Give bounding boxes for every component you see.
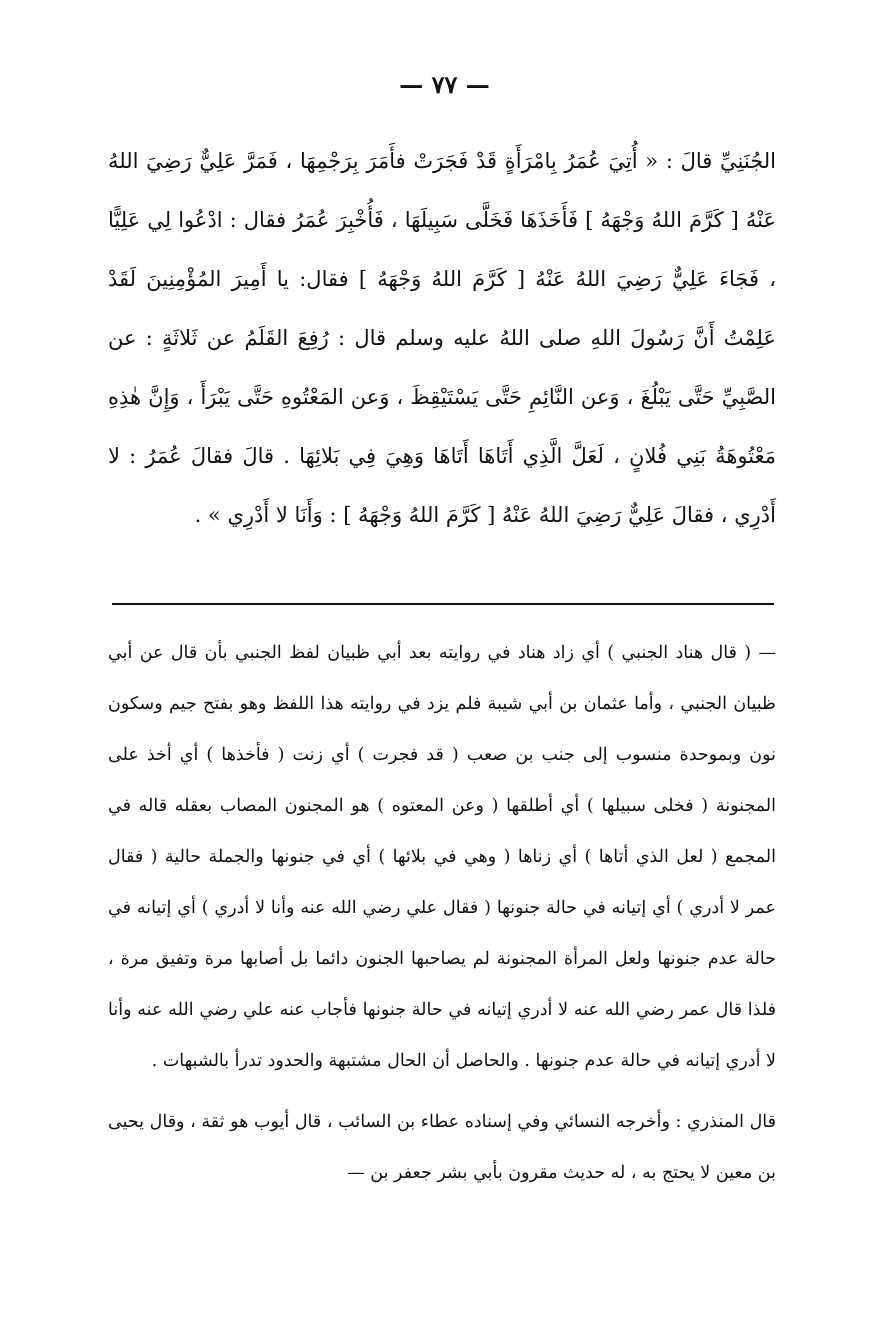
commentary: [108, 628, 776, 1199]
commentary-paragraph: — ( قال هناد الجنبي ) أي زاد هناد في روايته بعد أبي ظبيان لفظ الجنبي بأن قال عن أبي ظبيان الجنبي ، وأما عثمان بن أبي شيبة فلم يزد في روايته هذا اللفظ وهو بفتح جيم وسكون نون وبموحدة منسوب إلى جنب بن صعب ( قد فجرت ) أي زنت ( فأخذها ) أي أخذ على المجنونة ( فخلى سبيلها ) أي أطلقها ( وعن المعتوه ) هو المجنون المصاب بعقله قاله في المجمع ( لعل الذي أتاها ) أي زناها ( وهي في بلائها ) أي في جنونها والجملة حالية ( فقال عمر لا أدري ) أي إتيانه في حالة جنونها ( فقال علي رضي الله عنه وأنا لا أدري ) أي إتيانه في حالة عدم جنونها ولعل المرأة المجنونة لم يصاحبها الجنون دائما بل أصابها مرة وتفيق مرة ، فلذا قال عمر رضي الله عنه لا أدري إتيانه في حالة جنونها فأجاب عنه علي رضي الله عنه وأنا لا أدري إتيانه في حالة عدم جنونها . والحاصل أن الحال مشتبهة والحدود تدرأ بالشبهات .: [108, 643, 776, 1071]
mundhiri-note: قال المنذري : وأخرجه النسائي وفي إسناده عطاء بن السائب ، قال أيوب هو ثقة ، وقال يحيى بن معين لا يحتج به ، له حديث مقرون بأبي بشر جعفر بن —: [108, 1112, 776, 1183]
hadith-paragraph: الجُنَنِيِّ قالَ : « أُتِيَ عُمَرُ بِامْرَأَةٍ قَدْ فَجَرَتْ فأَمَرَ بِرَجْمِهَا ، فَمَرَّ عَلِيٌّ رَضِيَ اللهُ عَنْهُ [ كَرَّمَ اللهُ وَجْهَهُ ] فَأَخَذَهَا فَخَلَّى سَبِيلَهَا ، فَأُخْبِرَ عُمَرُ فقال : ادْعُوا لِي عَلِيًّا ، فَجَاءَ عَلِيٌّ رَضِيَ اللهُ عَنْهُ [ كَرَّمَ اللهُ وَجْهَهُ ] فقال: يا أَمِيرَ المُؤْمِنِينَ لَقَدْ عَلِمْتُ أَنَّ رَسُولَ اللهِ صلى اللهُ عليه وسلم قال : رُفِعَ القَلَمُ عن ثَلاثَةٍ : عن الصَّبِيِّ حَتَّى يَبْلُغَ ، وَعن النَّائِمِ حَتَّى يَسْتَيْقِظَ ، وَعن المَعْتُوهِ حَتَّى يَبْرَأَ ، وَإِنَّ هٰذِهِ مَعْتُوهَةُ بَنِي فُلانٍ ، لَعَلَّ الَّذِي أَتَاهَا أَتَاهَا وَهِيَ فِي بَلائِهَا . قالَ فقالَ عُمَرُ : لا أَدْرِي ، فقالَ عَلِيٌّ رَضِيَ اللهُ عَنْهُ [ كَرَّمَ اللهُ وَجْهَهُ ] : وَأَنَا لا أَدْرِي » .: [108, 149, 776, 527]
hadith-text: [108, 132, 776, 545]
footnote-separator: [112, 603, 774, 605]
page-number: — ٧٧ —: [399, 70, 490, 99]
